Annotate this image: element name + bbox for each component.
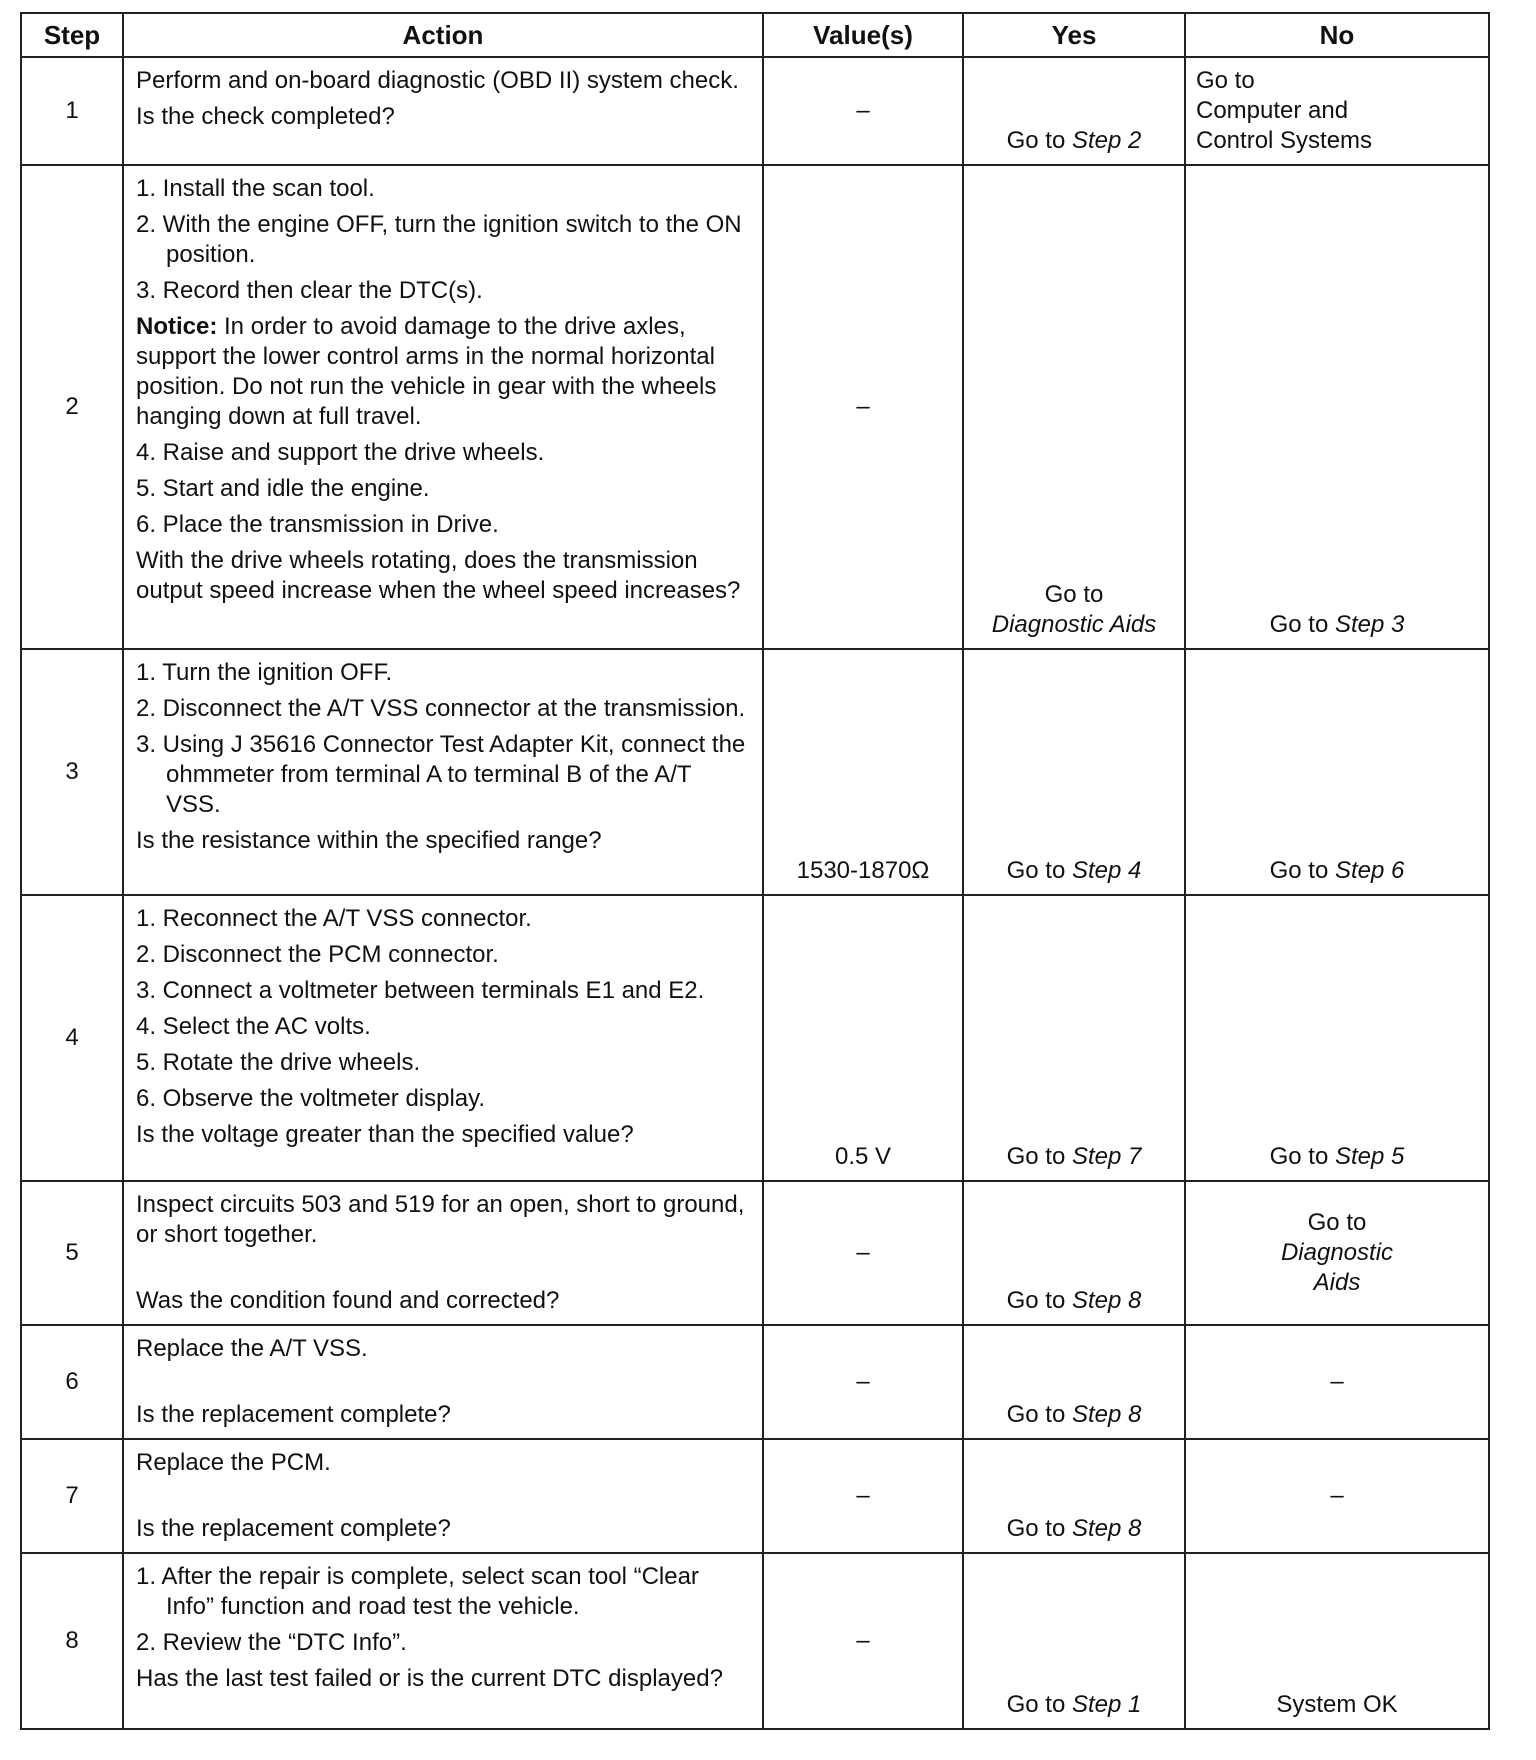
no-prefix: Go to [1269, 857, 1329, 884]
action-text: Perform and on-board diagnostic (OBD II) system check. [136, 67, 739, 94]
table-row-step-7 [21, 1439, 1489, 1553]
action-question: Has the last test failed or is the current DTC displayed? [136, 1665, 723, 1692]
action-item: 6. Place the transmission in Drive. [136, 511, 499, 538]
action-item: 3. Using J 35616 Connector Test Adapter Kit, connect the ohmmeter from terminal A to terminal B of the A/T VSS. [136, 731, 746, 818]
action-cell [123, 1439, 763, 1553]
yes-target-link: Step 2 [1071, 127, 1142, 154]
action-item: 3. Connect a voltmeter between terminals E1 and E2. [136, 977, 705, 1004]
action-text: Replace the A/T VSS. [136, 1335, 368, 1362]
action-cell [123, 57, 763, 165]
yes-cell [963, 165, 1185, 649]
table-row-step-1 [21, 57, 1489, 165]
action-item: 1. Turn the ignition OFF. [136, 659, 393, 686]
yes-cell [963, 1553, 1185, 1729]
table-row-step-5 [21, 1181, 1489, 1325]
header-step: Step [21, 13, 123, 57]
yes-target-link: Diagnostic Aids [991, 611, 1157, 638]
step-number: 7 [21, 1439, 123, 1553]
step-number: 4 [21, 895, 123, 1181]
action-item: 4. Select the AC volts. [136, 1013, 371, 1040]
yes-prefix: Go to [1006, 1143, 1066, 1170]
yes-prefix: Go to [1006, 1401, 1066, 1428]
action-question: Is the replacement complete? [136, 1515, 451, 1542]
no-target-link: Step 6 [1334, 857, 1405, 884]
action-item: 1. Reconnect the A/T VSS connector. [136, 905, 532, 932]
yes-target-link: Step 8 [1071, 1287, 1142, 1314]
yes-prefix: Go to [1006, 127, 1066, 154]
action-item: 2. Disconnect the PCM connector. [136, 941, 499, 968]
table-row-step-4 [21, 895, 1489, 1181]
action-item: 2. With the engine OFF, turn the ignition switch to the ON position. [136, 211, 742, 268]
header-no: No [1185, 13, 1489, 57]
yes-prefix: Go to [1006, 857, 1066, 884]
action-question: Was the condition found and corrected? [136, 1287, 560, 1314]
no-prefix: Go to [1269, 1143, 1329, 1170]
header-values: Value(s) [763, 13, 963, 57]
yes-prefix: Go to [1044, 581, 1104, 608]
yes-target-link: Step 4 [1071, 857, 1142, 884]
action-cell [123, 1181, 763, 1325]
action-item: 5. Start and idle the engine. [136, 475, 430, 502]
no-line: Go to [1196, 67, 1255, 94]
value-cell: – [763, 57, 963, 165]
spacer [136, 1370, 750, 1400]
step-number: 6 [21, 1325, 123, 1439]
action-text: Replace the PCM. [136, 1449, 331, 1476]
value-cell: 0.5 V [763, 895, 963, 1181]
action-item: 1. After the repair is complete, select scan tool “Clear Info” function and road test the vehicle. [136, 1563, 699, 1620]
step-number: 1 [21, 57, 123, 165]
action-item: 6. Observe the voltmeter display. [136, 1085, 486, 1112]
no-target-link: Step 3 [1334, 611, 1405, 638]
action-cell [123, 649, 763, 895]
value-cell: – [763, 1325, 963, 1439]
header-row [21, 13, 1489, 57]
table-row-step-8 [21, 1553, 1489, 1729]
spacer [136, 1256, 750, 1286]
no-line: Computer and [1196, 97, 1349, 124]
no-prefix: Go to [1269, 611, 1329, 638]
notice-paragraph [136, 312, 750, 432]
notice-label: Notice: [136, 313, 218, 340]
no-cell [1185, 1181, 1489, 1325]
spacer [136, 1484, 750, 1514]
step-number: 3 [21, 649, 123, 895]
header-yes: Yes [963, 13, 1185, 57]
step-number: 5 [21, 1181, 123, 1325]
action-question: With the drive wheels rotating, does the transmission output speed increase when the wheel speed increases? [136, 547, 741, 604]
no-cell: – [1185, 1439, 1489, 1553]
action-cell [123, 895, 763, 1181]
yes-prefix: Go to [1006, 1691, 1066, 1718]
action-item: 5. Rotate the drive wheels. [136, 1049, 421, 1076]
table-row-step-2 [21, 165, 1489, 649]
yes-cell [963, 1181, 1185, 1325]
step-number: 2 [21, 165, 123, 649]
header-action: Action [123, 13, 763, 57]
value-cell: 1530-1870Ω [763, 649, 963, 895]
action-question: Is the replacement complete? [136, 1401, 451, 1428]
no-target-link: Diagnostic [1280, 1239, 1394, 1266]
action-item: 4. Raise and support the drive wheels. [136, 439, 545, 466]
yes-prefix: Go to [1006, 1515, 1066, 1542]
yes-cell [963, 649, 1185, 895]
action-cell [123, 1325, 763, 1439]
no-cell [1185, 649, 1489, 895]
notice-text: In order to avoid damage to the drive axles, support the lower control arms in the normal horizontal position. Do not run the vehicle in gear with the wheels hanging down at full travel. [136, 313, 717, 430]
yes-target-link: Step 8 [1071, 1515, 1142, 1542]
action-question: Is the resistance within the specified range? [136, 827, 602, 854]
yes-cell [963, 1439, 1185, 1553]
no-cell: System OK [1185, 1553, 1489, 1729]
yes-target-link: Step 8 [1071, 1401, 1142, 1428]
no-line: Control Systems [1196, 127, 1373, 154]
value-cell: – [763, 1553, 963, 1729]
yes-cell [963, 1325, 1185, 1439]
yes-prefix: Go to [1006, 1287, 1066, 1314]
no-target-link: Aids [1313, 1269, 1361, 1296]
action-item: 3. Record then clear the DTC(s). [136, 277, 483, 304]
yes-cell [963, 895, 1185, 1181]
action-cell [123, 165, 763, 649]
yes-cell [963, 57, 1185, 165]
action-item: 1. Install the scan tool. [136, 175, 375, 202]
action-question: Is the voltage greater than the specified value? [136, 1121, 634, 1148]
action-cell [123, 1553, 763, 1729]
no-cell [1185, 57, 1489, 165]
value-cell: – [763, 165, 963, 649]
diagnostic-table [20, 12, 1490, 1730]
action-item: 2. Review the “DTC Info”. [136, 1629, 407, 1656]
no-cell [1185, 165, 1489, 649]
value-cell: – [763, 1181, 963, 1325]
action-question: Is the check completed? [136, 103, 395, 130]
no-cell [1185, 895, 1489, 1181]
no-target-link: Step 5 [1334, 1143, 1405, 1170]
action-item: 2. Disconnect the A/T VSS connector at the transmission. [136, 695, 746, 722]
no-cell: – [1185, 1325, 1489, 1439]
yes-target-link: Step 1 [1071, 1691, 1142, 1718]
table-row-step-6 [21, 1325, 1489, 1439]
action-text: Inspect circuits 503 and 519 for an open, short to ground, or short together. [136, 1191, 745, 1248]
table-row-step-3 [21, 649, 1489, 895]
step-number: 8 [21, 1553, 123, 1729]
yes-target-link: Step 7 [1071, 1143, 1142, 1170]
no-prefix: Go to [1307, 1209, 1367, 1236]
value-cell: – [763, 1439, 963, 1553]
